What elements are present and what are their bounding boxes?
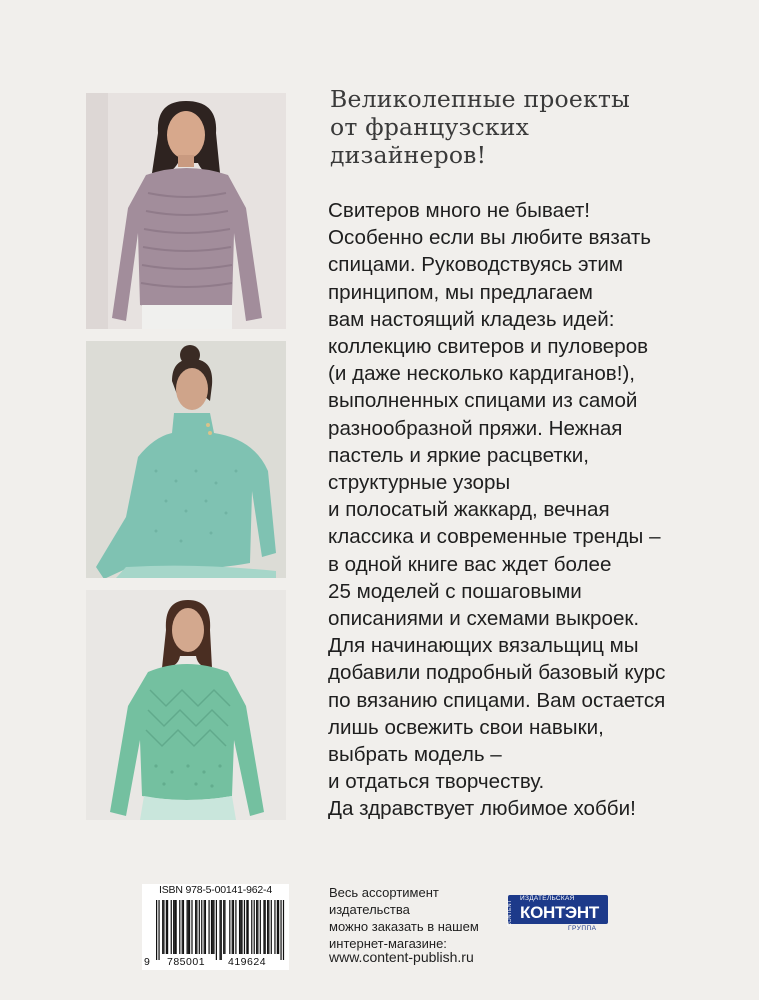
barcode-bar <box>263 900 264 954</box>
barcode-bar <box>221 900 222 960</box>
barcode <box>142 884 289 970</box>
description <box>328 197 748 823</box>
barcode-bar <box>158 900 159 960</box>
barcode-bar <box>233 900 234 954</box>
barcode-bar <box>173 900 174 954</box>
barcode-bar <box>187 900 188 954</box>
description-line: лишь освежить свои навыки, <box>328 715 604 739</box>
shop-line: Весь ассортимент <box>329 885 439 900</box>
barcode-bar <box>208 900 209 954</box>
description-line: принципом, мы предлагаем <box>328 280 593 304</box>
description-line: и отдаться творчеству. <box>328 770 545 794</box>
barcode-bar <box>274 900 275 954</box>
logo-box <box>507 895 608 927</box>
shop-info <box>329 884 529 952</box>
description-line: классика и современные тренды – <box>328 525 661 549</box>
barcode-bar <box>213 900 214 954</box>
barcode-bar <box>212 900 213 954</box>
headline-line: от французских <box>330 113 530 141</box>
barcode-bar <box>256 900 257 954</box>
barcode-bars <box>142 898 289 960</box>
barcode-bar <box>166 900 167 954</box>
barcode-bar <box>204 900 205 954</box>
barcode-bar <box>251 900 252 954</box>
barcode-bar <box>240 900 241 954</box>
barcode-bar <box>199 900 200 954</box>
headline-line: Великолепные проекты <box>330 85 630 113</box>
description-line: по вязанию спицами. Вам остается <box>328 688 666 712</box>
barcode-bar <box>278 900 279 954</box>
barcode-bar <box>163 900 164 954</box>
barcode-bar <box>205 900 206 954</box>
description-line: (и даже несколько кардиганов!), <box>328 362 636 386</box>
shop-line: издательства <box>329 902 410 917</box>
description-line: добавили подробный базовый курс <box>328 661 666 685</box>
photo-mint-seed-stitch-sweater <box>86 341 286 578</box>
photo-green-diamond-sweater <box>86 590 286 820</box>
barcode-bar <box>248 900 249 954</box>
isbn-text: ISBN 978-5-00141-962-4 <box>159 884 272 896</box>
barcode-bar <box>162 900 163 954</box>
barcode-bar <box>171 900 172 954</box>
description-line: 25 моделей с пошаговыми <box>328 579 582 603</box>
description-line: выполненных спицами из самой <box>328 389 638 413</box>
shop-line: можно заказать в нашем <box>329 919 479 934</box>
barcode-bar <box>241 900 242 954</box>
photo-mauve-cable-sweater <box>86 93 286 329</box>
shop-line: интернет-магазине: <box>329 936 447 951</box>
barcode-bar <box>260 900 261 954</box>
barcode-bar <box>174 900 175 954</box>
description-line: Особенно если вы любите вязать <box>328 226 651 250</box>
barcode-bar <box>189 900 190 954</box>
description-line: Да здравствует любимое хобби! <box>328 797 636 821</box>
logo-side-text: CONTENT <box>507 900 513 927</box>
description-line: Для начинающих вязальщиц мы <box>328 634 639 658</box>
description-line: описаниями и схемами выкроек. <box>328 607 640 631</box>
barcode-bar <box>224 900 225 954</box>
description-line: вам настоящий кладезь идей: <box>328 307 615 331</box>
ean-digits-left: 785001 <box>167 956 206 968</box>
headline-line: дизайнеров! <box>330 141 487 169</box>
barcode-bar <box>268 900 269 954</box>
ean-digits-right: 419624 <box>228 956 267 968</box>
barcode-bar <box>239 900 240 954</box>
barcode-bar <box>211 900 212 954</box>
description-line: пастель и яркие расцветки, <box>328 443 590 467</box>
ean-digit-first: 9 <box>144 956 150 968</box>
barcode-bar <box>183 900 184 954</box>
description-line: разнообразной пряжи. Нежная <box>328 416 623 440</box>
barcode-bar <box>280 900 281 960</box>
barcode-bar <box>167 900 168 954</box>
barcode-bar <box>244 900 245 954</box>
logo-bottom-text: ГРУППА <box>568 925 597 932</box>
barcode-bar <box>267 900 268 954</box>
barcode-bar <box>156 900 157 960</box>
barcode-bar <box>196 900 197 954</box>
barcode-bar <box>182 900 183 954</box>
description-line: выбрать модель – <box>328 743 502 767</box>
barcode-bar <box>201 900 202 954</box>
logo-main-text: КОНТЭНТ <box>520 903 599 922</box>
barcode-bar <box>223 900 224 954</box>
barcode-bar <box>179 900 180 954</box>
barcode-bar <box>254 900 255 954</box>
barcode-bar <box>232 900 233 954</box>
description-line: спицами. Руководствуясь этим <box>328 253 624 277</box>
barcode-bar <box>271 900 272 954</box>
barcode-bar <box>265 900 266 954</box>
barcode-bar <box>219 900 220 960</box>
barcode-bar <box>229 900 230 954</box>
barcode-bar <box>257 900 258 954</box>
barcode-bar <box>191 900 192 954</box>
barcode-bar <box>216 900 217 960</box>
barcode-bar <box>246 900 247 954</box>
publisher-logo <box>508 893 612 937</box>
description-line: коллекцию свитеров и пуловеров <box>328 335 649 359</box>
website-url[interactable]: www.content-publish.ru <box>329 949 474 965</box>
barcode-bar <box>188 900 189 954</box>
barcode-bar <box>283 900 284 960</box>
barcode-bar <box>277 900 278 954</box>
description-line: в одной книге вас ждет более <box>328 552 612 576</box>
logo-top-text: ИЗДАТЕЛЬСКАЯ <box>520 895 575 902</box>
headline <box>330 85 710 169</box>
barcode-bar <box>195 900 196 954</box>
description-line: и полосатый жаккард, вечная <box>328 498 610 522</box>
description-line: Свитеров много не бывает! <box>328 199 590 222</box>
barcode-bar <box>176 900 177 954</box>
barcode-bar <box>235 900 236 954</box>
description-line: структурные узоры <box>328 471 511 495</box>
